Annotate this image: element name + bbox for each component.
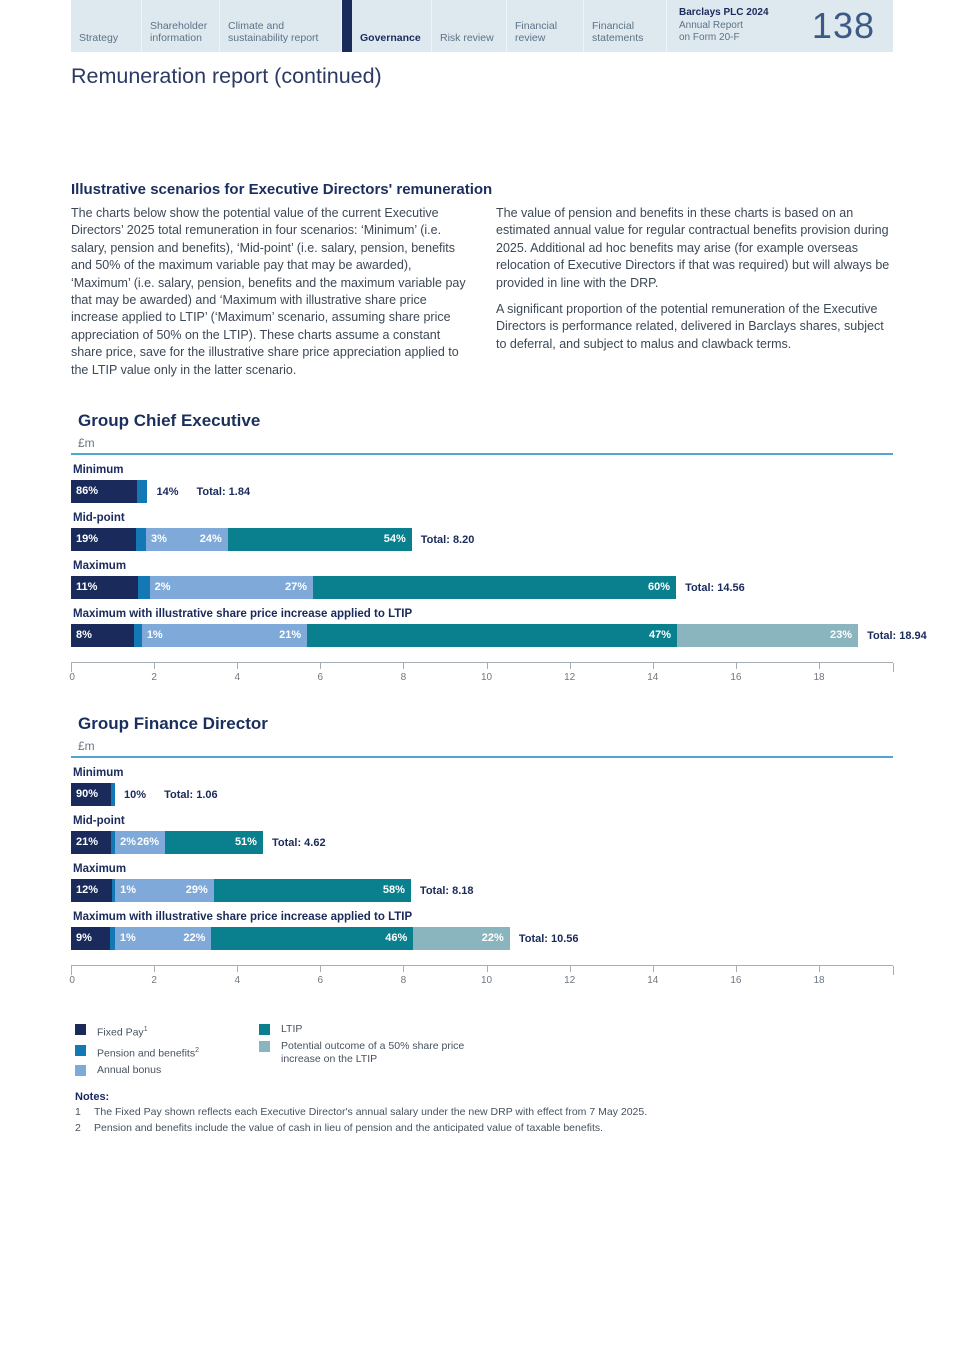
legend-label: Annual bonus <box>97 1064 162 1077</box>
bar-trailing-labels <box>156 480 250 503</box>
chart-top-rule <box>71 453 893 455</box>
segment-label: 1% <box>146 629 163 642</box>
intro-paragraph: A significant proportion of the potential remuneration of the Executive Directors is performance related, delivered in Barclays shares, subject to deferral, and subject to malus and clawback terms. <box>496 302 884 351</box>
charts-container <box>69 411 927 995</box>
stacked-bar <box>71 480 893 503</box>
bar-segment-pension_benefits <box>136 528 167 551</box>
ltip-swatch <box>259 1024 270 1035</box>
axis-tick-label: 0 <box>69 672 75 684</box>
bar-row-minimum <box>71 464 893 503</box>
segment-label: 86% <box>76 485 99 498</box>
segment-label: 1% <box>120 884 137 897</box>
chart-top-rule <box>71 756 893 758</box>
axis-tick <box>736 663 737 669</box>
bar-trailing-labels <box>421 528 475 551</box>
bar-trailing-labels <box>420 879 474 902</box>
chart-title: Group Chief Executive <box>78 411 261 431</box>
axis-tick-label: 14 <box>647 672 659 684</box>
notes-heading: Notes: <box>75 1091 110 1104</box>
axis-tick-label: 18 <box>813 975 825 987</box>
axis-tick <box>403 663 404 669</box>
bar-trailing-labels <box>685 576 745 599</box>
legend-label: LTIP <box>281 1023 303 1036</box>
bar-row-maximum-with-illustrative-share-price-increase-applied-to-ltip <box>71 608 927 647</box>
axis-tick <box>819 966 820 972</box>
bar-segment-pension_benefits <box>137 480 148 503</box>
axis-tick <box>653 966 654 972</box>
axis-tick <box>154 966 155 972</box>
pension_benefits-swatch <box>75 1045 86 1056</box>
scenario-label: Maximum <box>73 560 127 573</box>
axis-tick-label: 2 <box>151 672 157 684</box>
bar-segment-ltip <box>307 624 677 647</box>
legend-label: Pension and benefits$^2$ <box>97 1046 199 1060</box>
axis-tick <box>71 966 72 975</box>
segment-label: 51% <box>234 836 257 849</box>
segment-label: 12% <box>76 884 99 897</box>
axis-tick-label: 4 <box>234 672 240 684</box>
axis-tick <box>237 966 238 972</box>
segment-label: 58% <box>382 884 405 897</box>
segment-label: 90% <box>76 788 99 801</box>
segment-label: 22% <box>183 932 206 945</box>
stacked-bar <box>71 783 893 806</box>
bar-total-label: Total: 1.84 <box>196 485 251 498</box>
page-number: 138 <box>811 5 875 46</box>
axis-tick-label: 18 <box>813 672 825 684</box>
legend-column-1 <box>75 1023 259 1077</box>
stacked-bar <box>71 831 893 854</box>
tab-label: Strategy <box>79 32 119 44</box>
segment-label: 23% <box>830 629 853 642</box>
chart-group-chief-executive <box>69 411 927 692</box>
axis-tick-label: 6 <box>317 975 324 987</box>
section-heading: Illustrative scenarios for Executive Directors' remuneration <box>71 181 493 198</box>
scenario-label: Mid-point <box>73 815 125 828</box>
stacked-bar <box>71 624 927 647</box>
segment-label: 24% <box>199 533 222 546</box>
axis-tick <box>403 966 404 972</box>
bar-segment-fixed_pay <box>71 783 111 806</box>
segment-label: 2% <box>120 836 137 849</box>
legend-label: Fixed Pay$^1$ <box>97 1026 148 1039</box>
axis-tick <box>71 663 72 672</box>
brand-line: Barclays PLC 2024 <box>679 7 769 19</box>
bar-segment-ltip <box>165 831 263 854</box>
axis-tick-label: 16 <box>730 975 742 987</box>
active-tab-accent-bar <box>342 0 352 52</box>
chart-group-finance-director <box>71 714 893 995</box>
segment-label: 19% <box>76 533 99 546</box>
segment-label: 29% <box>185 884 208 897</box>
bar-total-label: Total: 10.56 <box>518 932 579 945</box>
intro-column-right <box>496 205 893 379</box>
tab-shareholder-information[interactable] <box>141 0 219 52</box>
brand-line: on Form 20-F <box>679 32 740 44</box>
share_price_increase-swatch <box>259 1041 270 1052</box>
bar-segment-fixed_pay <box>71 480 137 503</box>
segment-label: 26% <box>137 836 160 849</box>
brand-line: Annual Report <box>679 19 743 31</box>
bar-total-label: Total: 4.62 <box>271 836 326 849</box>
segment-label: 1% <box>119 932 136 945</box>
brand-block <box>666 0 893 52</box>
stacked-bar <box>71 528 893 551</box>
segment-label: 27% <box>284 581 308 594</box>
stacked-bar <box>71 927 893 950</box>
bar-row-maximum-with-illustrative-share-price-increase-applied-to-ltip <box>71 911 893 950</box>
axis-tick-label: 0 <box>69 975 75 987</box>
tab-strategy[interactable] <box>71 0 141 52</box>
segment-label: 9% <box>76 932 92 945</box>
notes-section <box>71 1091 893 1135</box>
legend-item-fixed_pay <box>75 1023 259 1040</box>
scenario-label: Minimum <box>73 464 124 477</box>
bar-row-maximum <box>71 863 893 902</box>
scenario-label: Maximum with illustrative share price increase applied to LTIP <box>73 608 413 621</box>
bar-row-maximum <box>71 560 893 599</box>
axis-tick-label: 12 <box>564 672 576 684</box>
brand-lines <box>679 7 769 45</box>
note-text: Pension and benefits include the value of cash in lieu of pension and the anticipated value of taxable benefits. <box>94 1122 604 1135</box>
bar-segment-pension_benefits <box>111 783 115 806</box>
bar-total-label: Total: 8.20 <box>420 533 475 546</box>
bar-segment-share_price_increase <box>677 624 858 647</box>
bar-segment-fixed_pay <box>71 528 136 551</box>
bar-segment-fixed_pay <box>71 927 110 950</box>
chart-unit-label: £m <box>78 739 95 754</box>
chart-legend <box>71 1023 893 1077</box>
segment-label: 54% <box>383 533 406 546</box>
axis-tick <box>320 966 321 972</box>
segment-label: 21% <box>76 836 99 849</box>
tab-climate-and-sustainability-report[interactable] <box>219 0 341 52</box>
chart-title: Group Finance Director <box>78 714 268 734</box>
tab-label: Financial review <box>515 20 558 44</box>
segment-label-outside: 14% <box>156 485 179 498</box>
axis-end-tick <box>893 966 894 975</box>
scenario-label: Mid-point <box>73 512 125 525</box>
bar-row-mid-point <box>71 512 893 551</box>
tab-label: Financial statements <box>592 20 644 44</box>
header-nav-strip <box>71 0 893 52</box>
bar-segment-fixed_pay <box>71 879 112 902</box>
segment-label: 11% <box>76 581 98 594</box>
intro-paragraph: The value of pension and benefits in these charts is based on an estimated annual value for regular contractual benefits provision during 2025. Additional ad hoc benefits may arise (for example overseas relocation of Executive Directors if that was required) but will always be provided in line with the DRP. <box>496 206 890 290</box>
axis-tick-label: 16 <box>730 672 742 684</box>
annual_bonus-swatch <box>75 1065 86 1076</box>
legend-label: Potential outcome of a 50% share price increase on the LTIP <box>281 1040 465 1066</box>
tab-governance[interactable] <box>341 0 431 52</box>
bar-segment-pension_benefits <box>134 624 163 647</box>
segment-label: 21% <box>279 629 302 642</box>
axis-tick <box>237 663 238 669</box>
legend-column-2 <box>259 1023 481 1077</box>
axis-tick <box>570 663 571 669</box>
segment-label: 3% <box>150 533 167 546</box>
axis-tick-label: 4 <box>234 975 240 987</box>
page-title: Remuneration report (continued) <box>71 64 382 88</box>
bar-segment-fixed_pay <box>71 576 138 599</box>
chart-unit-label: £m <box>78 436 95 451</box>
axis-tick <box>154 663 155 669</box>
axis-tick <box>487 663 488 669</box>
bar-segment-annual_bonus <box>150 576 313 599</box>
tab-risk-review[interactable] <box>431 0 506 52</box>
fixed_pay-swatch <box>75 1024 86 1035</box>
bar-segment-ltip <box>214 879 411 902</box>
bar-trailing-labels <box>519 927 579 950</box>
bar-segment-annual_bonus <box>142 624 307 647</box>
axis-tick <box>736 966 737 972</box>
segment-label: 8% <box>76 629 92 642</box>
bar-segment-fixed_pay <box>71 624 134 647</box>
axis-tick-label: 10 <box>481 975 493 987</box>
x-axis <box>71 662 893 692</box>
segment-label: 46% <box>385 932 408 945</box>
tab-financial-review[interactable] <box>506 0 583 52</box>
bar-segment-share_price_increase <box>413 927 510 950</box>
segment-label: 2% <box>154 581 171 594</box>
tab-label: Risk review <box>440 32 494 44</box>
stacked-bar <box>71 576 893 599</box>
legend-item-pension_benefits <box>75 1044 259 1061</box>
axis-tick <box>819 663 820 669</box>
stacked-bar <box>71 879 893 902</box>
legend-item-annual_bonus <box>75 1064 259 1077</box>
bar-segment-ltip <box>211 927 413 950</box>
bar-segment-ltip <box>313 576 676 599</box>
axis-tick-label: 8 <box>400 672 407 684</box>
axis-end-tick <box>893 663 894 672</box>
segment-label: 47% <box>649 629 672 642</box>
intro-paragraph: The charts below show the potential value of the current Executive Directors’ 2025 total remuneration in four scenarios: ‘Minimum’ (i.e. salary, pension and benefits), ‘Mid-point’ (i.e. salary, pension, benefits and 50% of the maximum variable pay that may be awarded), ‘Maximum’ (i.e. salary, pension, benefits and the maximum variable pay that may be awarded) and ‘Maximum with illustrative share price increase applied to LTIP’ (‘Maximum’ scenario, assuming share price appreciation of 50% on the LTIP). These charts assume a constant share price, save for the illustrative share price appreciation applied to the LTIP value only in the latter scenario. <box>71 206 466 377</box>
bar-total-label: Total: 1.06 <box>164 788 218 801</box>
bar-segment-ltip <box>228 528 412 551</box>
bar-trailing-labels <box>272 831 326 854</box>
bar-total-label: Total: 18.94 <box>867 629 927 642</box>
scenario-label: Maximum <box>73 863 127 876</box>
bar-row-mid-point <box>71 815 893 854</box>
segment-label: 22% <box>481 932 504 945</box>
x-axis <box>71 965 893 995</box>
intro-column-left <box>71 205 468 379</box>
bar-segment-pension_benefits <box>138 576 171 599</box>
bar-segment-fixed_pay <box>71 831 111 854</box>
legend-item-share_price_increase <box>259 1040 481 1066</box>
segment-label-outside: 10% <box>124 788 147 801</box>
bar-trailing-labels <box>124 783 218 806</box>
note-item-2 <box>71 1122 893 1135</box>
note-number: 1 <box>75 1106 81 1119</box>
axis-tick-label: 6 <box>317 672 324 684</box>
tab-financial-statements[interactable] <box>583 0 666 52</box>
bar-trailing-labels <box>867 624 927 647</box>
axis-tick-label: 8 <box>400 975 407 987</box>
note-text: The Fixed Pay shown reflects each Executive Director's annual salary under the new DRP with effect from 7 May 2025. <box>94 1106 648 1119</box>
axis-tick-label: 12 <box>564 975 576 987</box>
legend-item-ltip <box>259 1023 481 1036</box>
axis-tick-label: 10 <box>481 672 493 684</box>
axis-tick <box>487 966 488 972</box>
scenario-label: Minimum <box>73 767 124 780</box>
axis-tick-label: 2 <box>151 975 157 987</box>
tab-label: Climate and sustainability report <box>228 20 319 44</box>
axis-tick <box>320 663 321 669</box>
segment-label: 60% <box>648 581 671 594</box>
tab-label: Shareholder information <box>150 20 208 44</box>
tab-label: Governance <box>360 32 421 44</box>
bar-total-label: Total: 14.56 <box>685 581 745 594</box>
scenario-label: Maximum with illustrative share price increase applied to LTIP <box>73 911 413 924</box>
note-number: 2 <box>75 1122 81 1135</box>
bar-total-label: Total: 8.18 <box>419 884 474 897</box>
bar-row-minimum <box>71 767 893 806</box>
intro-columns <box>71 205 893 379</box>
note-item-1 <box>71 1106 893 1119</box>
axis-tick <box>653 663 654 669</box>
axis-tick <box>570 966 571 972</box>
axis-tick-label: 14 <box>647 975 659 987</box>
